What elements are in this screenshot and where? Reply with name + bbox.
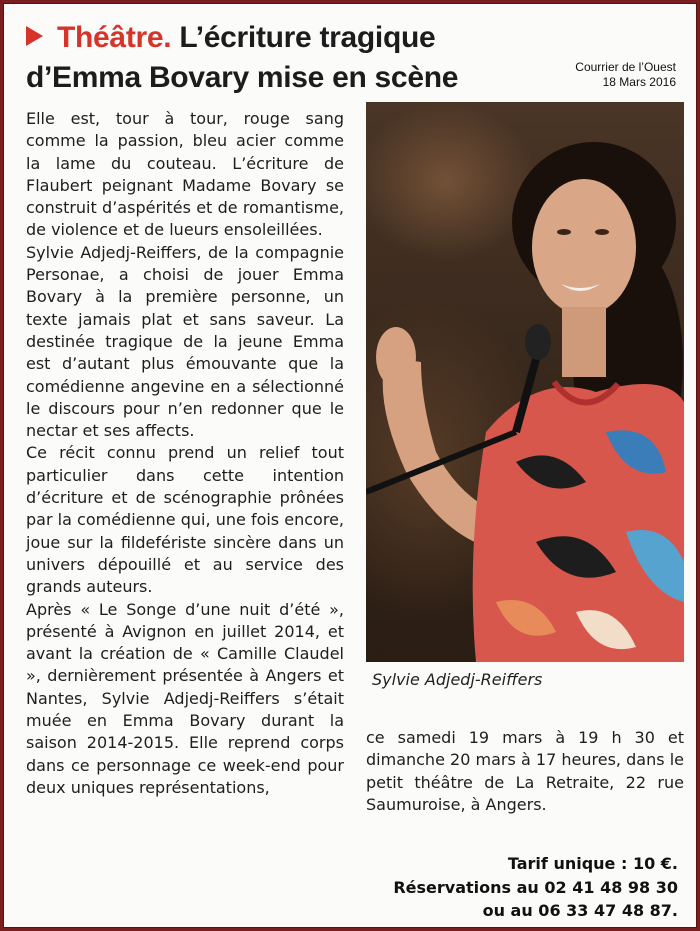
article-paragraph: Après « Le Songe d’une nuit d’été », présenté à Avignon en juillet 2014, et avant la création de « Camille Claudel », dernièrement présentée à Angers et Nantes, Sylvie Adjedj-Reiffers s’était muée en Emma Bovary durant la saison 2014-2015. Elle reprend corps dans ce personnage ce week-end pour deux uniques représentations, [26, 599, 344, 797]
reservation-line: Réservations au 02 41 48 98 30 [393, 877, 678, 897]
article-paragraph: Elle est, tour à tour, rouge sang comme la passion, bleu acier comme la lame du couteau. L’écriture de Flaubert peignant Madame Bovary se construit d’aspérités et de romantisme, de violence et de lueurs ensoleillées. [26, 109, 344, 240]
alternate-phone-line: ou au 06 33 47 48 87. [482, 901, 678, 920]
article-paragraph: Ce récit connu prend un relief tout particulier dans cette intention d’écriture et de scénographie prônées par la comédienne qui, une fois encore, joue sur la fildefériste sincère dans un univers dépouillé et au service des grands auteurs. [26, 443, 344, 597]
article-paragraph: ce samedi 19 mars à 19 h 30 et dimanche 20 mars à 17 heures, dans le petit théâtre de La Retraite, 22 rue Saumuroise, à Angers. [366, 728, 684, 814]
article-column-left [26, 108, 344, 799]
headline [26, 18, 566, 98]
headline-kicker: Théâtre. [57, 21, 172, 54]
headline-line2: d’Emma Bovary mise en scène [26, 61, 459, 94]
price-line: Tarif unique : 10 €. [507, 854, 678, 873]
performer-photo [366, 102, 684, 662]
source-credit [575, 60, 676, 90]
article-paragraph: Sylvie Adjedj-Reiffers, de la compagnie Personae, a choisi de jouer Emma Bovary à la première personne, un texte jamais plat et sans saveur. La destinée tragique de la jeune Emma est d’autant plus émouvante que la comédienne angevine en a sélectionné le discours pour n’en redonner que le nectar et ses affects. [26, 242, 344, 441]
red-arrow-icon [26, 26, 43, 46]
publication-name: Courrier de l’Ouest [575, 60, 676, 74]
newspaper-clipping [3, 3, 697, 928]
headline-line1: L’écriture tragique [179, 21, 436, 54]
photo-caption: Sylvie Adjedj-Reiffers [372, 670, 543, 689]
ticket-info [393, 852, 678, 923]
performer-illustration [366, 102, 684, 662]
article-column-right [366, 727, 684, 816]
publication-date: 18 Mars 2016 [602, 75, 676, 89]
